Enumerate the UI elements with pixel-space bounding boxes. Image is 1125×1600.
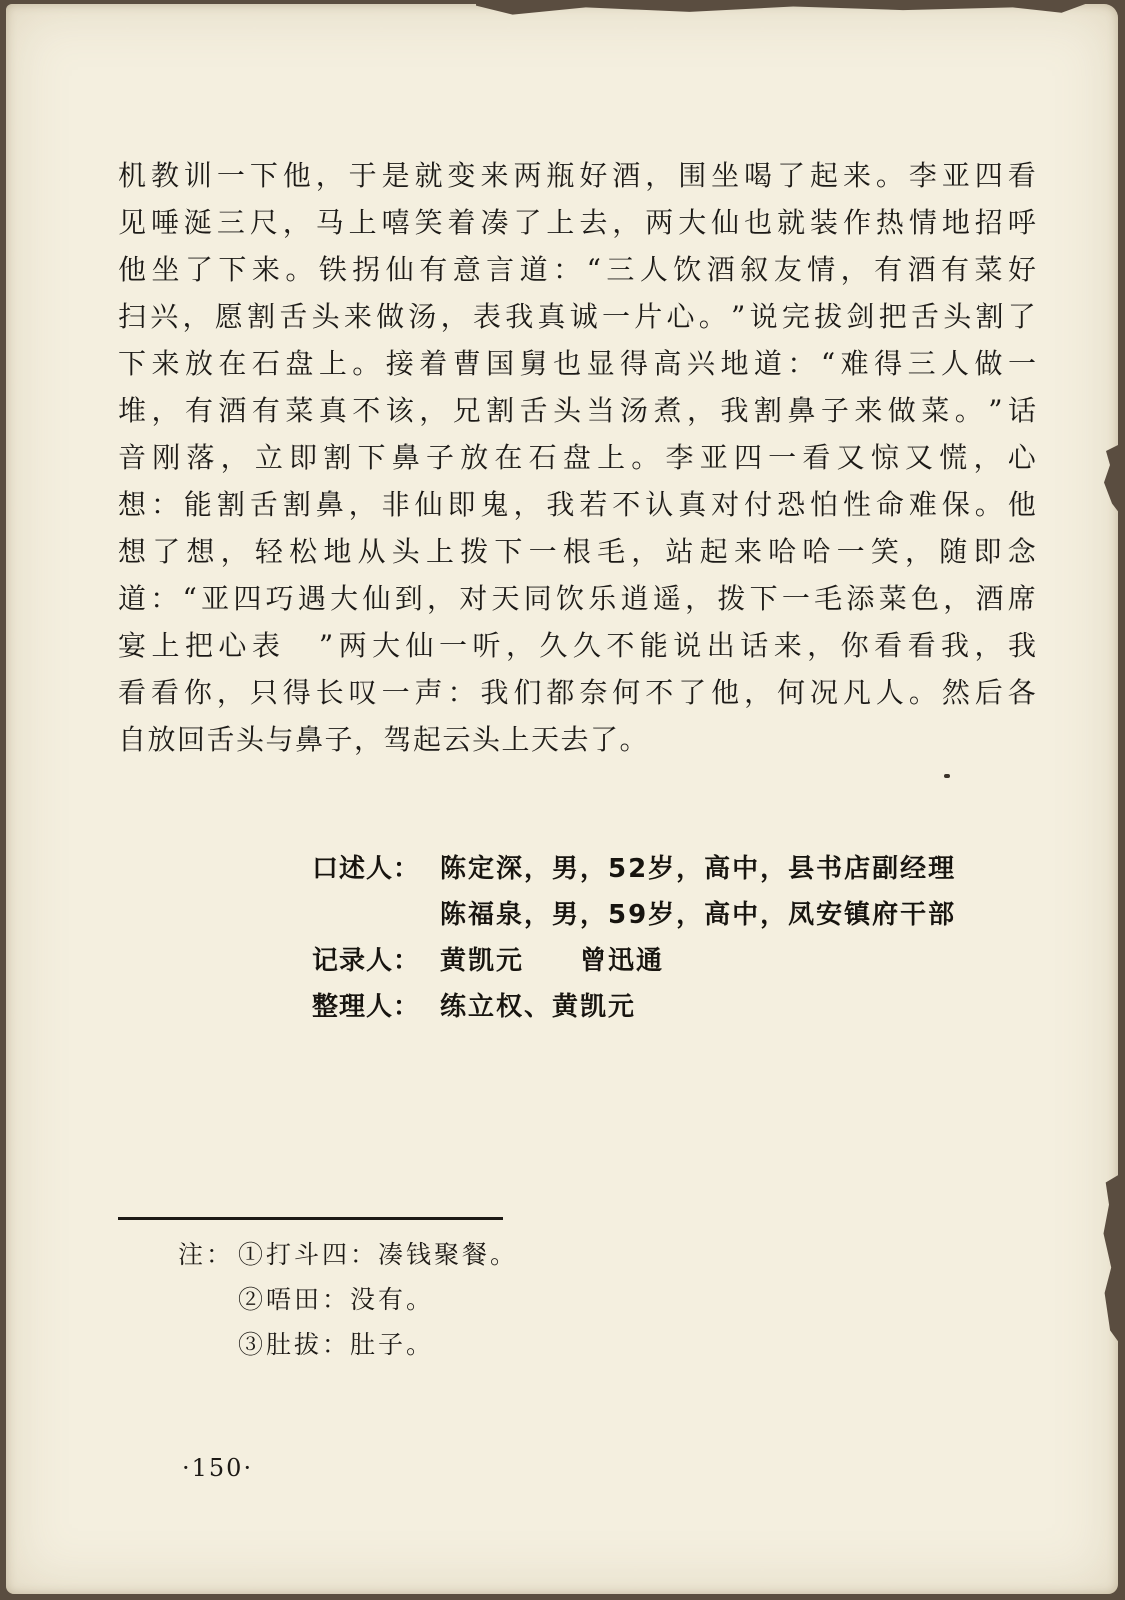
story-line: 宴 上 把 心 表 ” 两 大 仙 一 听 ， 久 久 不 能 说 出 话 来 ， 你 看 看 我 ， 我 <box>118 629 1036 662</box>
recorder-label: 记录人： <box>312 946 421 976</box>
story-line: 见 唾 涎 三 尺 ， 马 上 嘻 笑 着 凑 了 上 去 ， 两 大 仙 也 就 装 作 热 情 地 招 呼 <box>118 206 1036 239</box>
narrator-2: 陈福泉，男，59岁，高中，凤安镇府干部 <box>440 900 957 930</box>
credit-label-spacer <box>312 892 440 938</box>
story-text <box>118 152 1036 763</box>
story-line: 想 ： 能 割 舌 割 鼻 ， 非 仙 即 鬼 ， 我 若 不 认 真 对 付 恐 怕 性 命 难 保 。 他 <box>118 488 1036 521</box>
story-line: 堆 ， 有 酒 有 菜 真 不 该 ， 兄 割 舌 头 当 汤 煮 ， 我 割 鼻 子 来 做 菜 。 ” 话 <box>118 394 1036 427</box>
recorders: 黄凯元 曾迅通 <box>440 946 665 976</box>
book-page <box>6 4 1118 1594</box>
story-line: 机 教 训 一 下 他 ， 于 是 就 变 来 两 瓶 好 酒 ， 围 坐 喝 了 起 来 。 李 亚 四 看 <box>118 159 1036 192</box>
story-line: 想 了 想 ， 轻 松 地 从 头 上 拨 下 一 根 毛 ， 站 起 来 哈 哈 一 笑 ， 随 即 念 <box>118 535 1036 568</box>
story-line: 道 ： “ 亚 四 巧 遇 大 仙 到 ， 对 天 同 饮 乐 逍 遥 ， 拨 下 一 毛 添 菜 色 ， 酒 席 <box>118 582 1036 615</box>
torn-edge-right-lower <box>1098 1174 1120 1344</box>
footnote-label: 注： <box>178 1240 235 1269</box>
footnote-item: ③肚拔：肚子。 <box>238 1330 435 1359</box>
ink-speck <box>944 774 950 778</box>
credits-block <box>312 846 956 1030</box>
footnote-indent <box>178 1322 238 1367</box>
story-line: 下 来 放 在 石 盘 上 。 接 着 曹 国 舅 也 显 得 高 兴 地 道 ： “ 难 得 三 人 做 一 <box>118 347 1036 380</box>
footnote-divider <box>118 1217 503 1220</box>
narrator-label: 口述人： <box>312 854 421 884</box>
narrator-row-2 <box>312 892 956 938</box>
narrator-row <box>312 846 956 892</box>
editors: 练立权、黄凯元 <box>440 992 637 1022</box>
footnote-item: ②唔田：没有。 <box>238 1285 435 1314</box>
story-line: 他 坐 了 下 来 。 铁 拐 仙 有 意 言 道 ： “ 三 人 饮 酒 叙 友 情 ， 有 酒 有 菜 好 <box>118 253 1036 286</box>
torn-edge-right-upper <box>1100 444 1120 514</box>
story-line: 音 刚 落 ， 立 即 割 下 鼻 子 放 在 石 盘 上 。 李 亚 四 一 看 又 惊 又 慌 ， 心 <box>118 441 1036 474</box>
footnote-row <box>178 1322 518 1367</box>
story-last-line: 自放回舌头与鼻子，驾起云头上天去了。 <box>118 723 650 756</box>
story-line: 看 看 你 ， 只 得 长 叹 一 声 ： 我 们 都 奈 何 不 了 他 ， 何 况 凡 人 。 然 后 各 <box>118 676 1036 709</box>
footnote-row <box>178 1232 518 1277</box>
footnote-row <box>178 1277 518 1322</box>
recorder-row <box>312 938 956 984</box>
narrator-1: 陈定深，男，52岁，高中，县书店副经理 <box>440 854 957 884</box>
page-number: ·150· <box>182 1454 254 1482</box>
torn-edge-top <box>476 2 1086 20</box>
footnote-indent <box>178 1277 238 1322</box>
story-line: 扫 兴 ， 愿 割 舌 头 来 做 汤 ， 表 我 真 诚 一 片 心 。 ” 说 完 拔 剑 把 舌 头 割 了 <box>118 300 1036 333</box>
editor-label: 整理人： <box>312 992 421 1022</box>
footnote-item: ①打斗四：凑钱聚餐。 <box>238 1240 519 1269</box>
footnotes <box>178 1232 518 1367</box>
editor-row <box>312 984 956 1030</box>
